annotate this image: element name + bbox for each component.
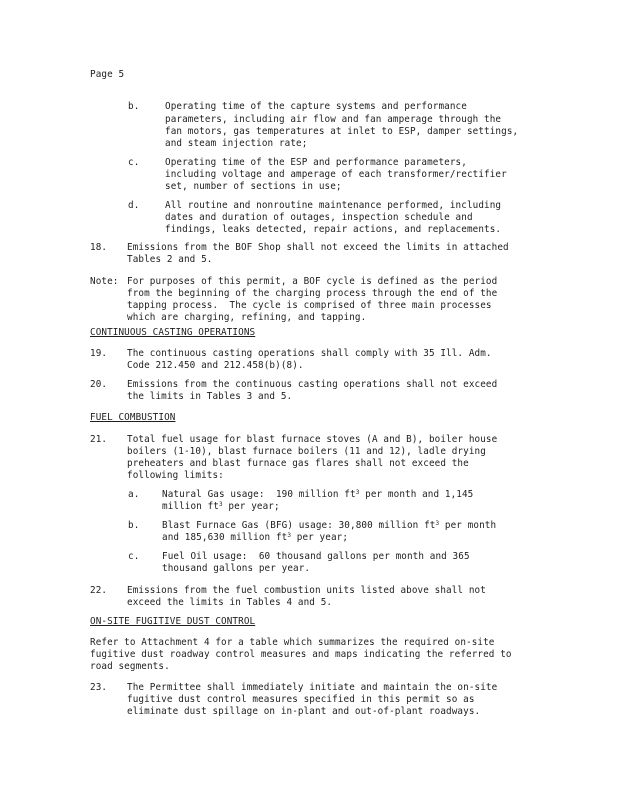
note-label: Note: [90,276,119,287]
item-21-number: 21. [90,434,108,445]
page-header: Page 5 [90,69,125,80]
item-19-number: 19. [90,348,108,359]
item-21b-line-2: and 185,630 million $ft^3$ per year; [162,532,349,543]
heading-fuel-combustion: FUEL COMBUSTION [90,412,176,423]
item-20-line-2: the limits in Tables 3 and 5. [127,391,293,402]
note-line-3: tapping process. The cycle is comprised of three main processes [127,300,492,311]
item-17d-line-2: dates and duration of outages, inspection schedule and [165,212,473,223]
item-19-line-1: The continuous casting operations shall comply with 35 Ill. Adm. [127,348,492,359]
item-23-line-3: eliminate dust spillage on in-plant and out-of-plant roadways. [127,706,481,717]
item-17d-line-1: All routine and nonroutine maintenance performed, including [165,200,502,211]
item-21a-line-2: million $ft^3$ per year; [162,501,280,512]
item-17c-line-2: including voltage and amperage of each transformer/rectifier [165,169,507,180]
item-21-line-1: Total fuel usage for blast furnace stoves (A and B), boiler house [127,434,498,445]
item-21c-marker: c. [128,551,140,562]
item-21b-marker: b. [128,520,140,531]
item-17c-line-3: set, number of sections in use; [165,181,342,192]
item-17b-line-4: and steam injection rate; [165,138,308,149]
item-23-number: 23. [90,682,108,693]
item-21a-line-1: Natural Gas usage: 190 million $ft^3$ per month and 1,145 [162,489,474,500]
item-18-line-1: Emissions from the BOF Shop shall not exceed the limits in attached [127,242,509,253]
item-17d-marker: d. [128,200,140,211]
item-23-line-2: fugitive dust control measures specified in this permit so as [127,694,475,705]
item-17c-marker: c. [128,157,140,168]
heading-fugitive-dust: ON-SITE FUGITIVE DUST CONTROL [90,616,256,627]
item-20-number: 20. [90,379,108,390]
item-21a-marker: a. [128,489,140,500]
item-19-line-2: Code 212.450 and 212.458(b)(8). [127,360,304,371]
item-17b-line-3: fan motors, gas temperatures at inlet to ESP, damper settings, [165,126,519,137]
item-22-line-1: Emissions from the fuel combustion units listed above shall not [127,585,486,596]
item-22-line-2: exceed the limits in Tables 4 and 5. [127,597,333,608]
item-21c-line-1: Fuel Oil usage: 60 thousand gallons per month and 365 [162,551,470,562]
item-20-line-1: Emissions from the continuous casting operations shall not exceed [127,379,498,390]
fugitive-ref-line-2: fugitive dust roadway control measures and maps indicating the referred to [90,649,512,660]
item-21-line-2: boilers (1-10), blast furnace boilers (11 and 12), ladle drying [127,446,486,457]
item-17b-marker: b. [128,101,140,112]
item-17c-line-1: Operating time of the ESP and performance parameters, [165,157,467,168]
item-22-number: 22. [90,585,108,596]
item-17d-line-3: findings, leaks detected, repair actions, and replacements. [165,224,502,235]
item-17b-line-1: Operating time of the capture systems and performance [165,101,467,112]
item-21-line-4: following limits: [127,470,224,481]
fugitive-ref-line-3: road segments. [90,661,170,672]
item-18-line-2: Tables 2 and 5. [127,254,213,265]
note-line-4: which are charging, refining, and tapping. [127,312,367,323]
item-23-line-1: The Permittee shall immediately initiate and maintain the on-site [127,682,498,693]
item-17b-line-2: parameters, including air flow and fan amperage through the [165,114,502,125]
item-21b-line-1: Blast Furnace Gas (BFG) usage: 30,800 million $ft^3$ per month [162,520,497,531]
fugitive-ref-line-1: Refer to Attachment 4 for a table which summarizes the required on-site [90,637,495,648]
note-line-2: from the beginning of the charging process through the end of the [127,288,498,299]
note-line-1: For purposes of this permit, a BOF cycle is defined as the period [127,276,498,287]
item-18-number: 18. [90,242,108,253]
item-21c-line-2: thousand gallons per year. [162,563,311,574]
item-21-line-3: preheaters and blast furnace gas flares shall not exceed the [127,458,469,469]
heading-continuous-casting: CONTINUOUS CASTING OPERATIONS [90,327,256,338]
